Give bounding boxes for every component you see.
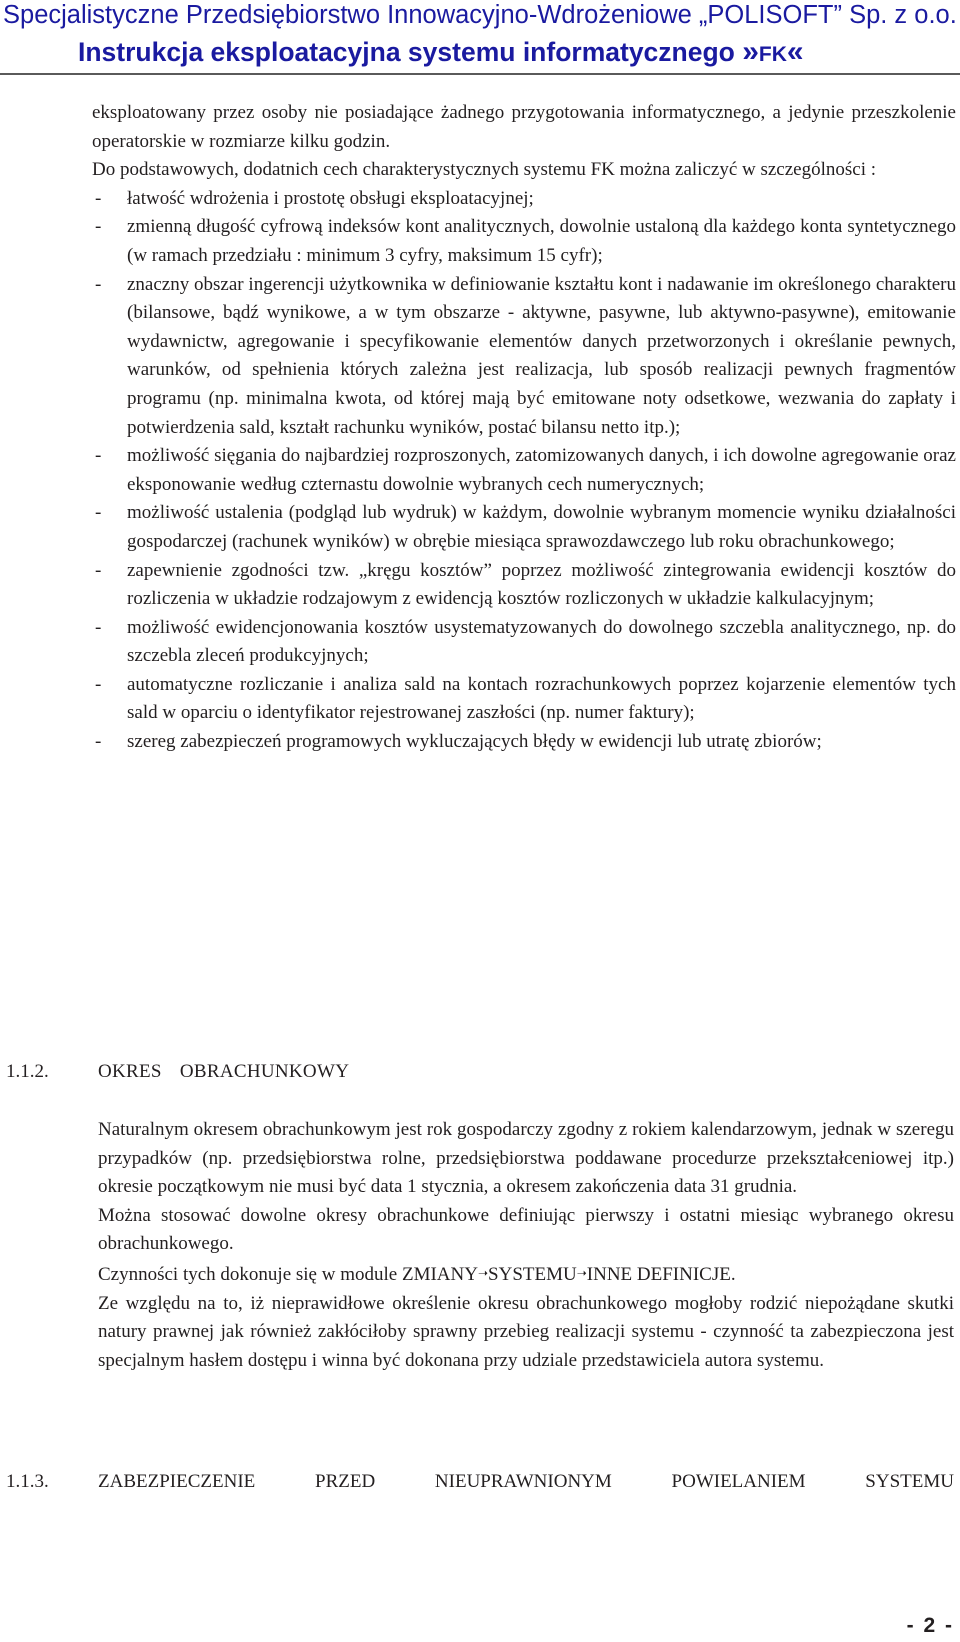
features-list (92, 185, 956, 757)
list-item (92, 728, 956, 757)
list-dash: - (95, 273, 102, 295)
intro-paragraph: eksploatowany przez osoby nie posiadające żadnego przygotowania informatycznego, a jedynie przeszkolenie operatorskie w rozmiarze kilku godzin. (92, 102, 956, 152)
arrow-right-icon: ➝ (477, 1265, 489, 1280)
list-item (92, 499, 956, 556)
section-number: 1.1.2. (6, 1061, 49, 1082)
body-paragraph: Można stosować dowolne okresy obrachunkowe definiując pierwszy i ostatni miesiąc wybranego okresu obrachunkowego. (98, 1204, 954, 1255)
list-dash: - (95, 502, 102, 524)
list-item (92, 614, 956, 671)
system-code: FK (758, 43, 787, 66)
section-title: ZABEZPIECZENIE PRZED NIEUPRAWNIONYM POWIELANIEM SYSTEMU (98, 1471, 954, 1492)
list-dash: - (95, 731, 102, 753)
list-dash: - (95, 559, 102, 581)
list-item (92, 442, 956, 499)
section-heading-1-1-3 (0, 1468, 960, 1498)
list-item (92, 671, 956, 728)
page-header (0, 0, 960, 76)
list-dash: - (95, 616, 102, 638)
menu-path-inne-definicje: INNE DEFINICJE. (586, 1263, 736, 1285)
list-item-text: możliwość ustalenia (podgląd lub wydruk) w każdym, dowolnie wybranym momencie wyniku działalności gospodarczej (rachunek wyników) w obrębie miesiąca sprawozdawczego lub roku obrachunkowego; (127, 502, 956, 552)
module-path-paragraph (98, 1259, 954, 1290)
document-title-main: Instrukcja eksploatacyjna systemu informatycznego (78, 37, 735, 67)
document-title (78, 36, 804, 71)
list-item-text: możliwość ewidencjonowania kosztów usystematyzowanych do dowolnego szczebla analitycznego, np. do szczebla zleceń produkcyjnych; (127, 616, 956, 667)
list-dash: - (95, 216, 102, 238)
menu-path-systemu: SYSTEMU (488, 1263, 577, 1285)
list-dash: - (95, 187, 102, 209)
list-item (92, 557, 956, 614)
list-item-text: szereg zabezpieczeń programowych wykluczających błędy w ewidencji lub utratę zbiorów; (127, 731, 822, 753)
list-item (92, 213, 956, 270)
arrow-right-icon: ➝ (576, 1265, 587, 1280)
menu-path-zmiany: ZMIANY (401, 1263, 478, 1285)
list-item-text: automatyczne rozliczanie i analiza sald na kontach rozrachunkowych poprzez kojarzenie elementów tych sald w oparciu o identyfikator rejestrowanej zaszłości (np. numer faktury); (127, 673, 956, 724)
guillemet-open: » (742, 35, 759, 68)
features-lead-paragraph: Do podstawowych, dodatnich cech charakterystycznych systemu FK można zaliczyć w szczególności : (92, 159, 877, 181)
list-item-text: zapewnienie zgodności tzw. „kręgu kosztów” poprzez możliwość zintegrowania ewidencji kosztów do rozliczenia w układzie rodzajowym z ewidencją kosztów rozliczonych w układzie kalkulacyjnym; (127, 559, 956, 610)
section-heading-1-1-2 (0, 1058, 960, 1088)
list-item (92, 271, 956, 443)
section-title: OKRES OBRACHUNKOWY (98, 1061, 350, 1082)
list-dash: - (95, 673, 102, 695)
header-divider (0, 73, 960, 75)
list-item (92, 185, 956, 214)
features-section (92, 99, 956, 757)
list-item-text: możliwość sięgania do najbardziej rozproszonych, zatomizowanych danych, i ich dowolne agregowanie oraz eksponowanie według czternastu dowolnie wybranych cech numerycznych; (127, 445, 956, 495)
page-number: - 2 - (906, 1614, 954, 1637)
list-item-text: zmienną długość cyfrową indeksów kont analitycznych, dowolnie ustaloną dla każdego konta syntetycznego (w ramach przedziału : minimum 3 cyfry, maksimum 15 cyfr); (127, 216, 956, 266)
list-dash: - (95, 445, 102, 467)
list-item-text: łatwość wdrożenia i prostotę obsługi eksploatacyjnej; (127, 187, 534, 209)
body-paragraph: Naturalnym okresem obrachunkowym jest rok gospodarczy zgodny z rokiem kalendarzowym, jednak w szeregu przypadków (np. przedsiębiorstwa rolne, przedsiębiorstwa poddawane procedurze przekształceniowej itp.) okresie początkowym nie musi być data 1 stycznia, a okresem zakończenia data 31 grudnia. (98, 1119, 954, 1198)
guillemet-close: « (786, 35, 804, 68)
company-name: Specjalistyczne Przedsiębiorstwo Innowacyjno-Wdrożeniowe „POLISOFT” Sp. z o.o. (3, 1, 957, 29)
body-paragraph: Ze względu na to, iż nieprawidłowe określenie okresu obrachunkowego mogłoby rodzić niepożądane skutki natury prawnej jak również zakłóciłoby sprawny przebieg realizacji systemu - czynność ta zabezpieczona jest specjalnym hasłem dostępu i winna być dokonana przy udziale przedstawiciela autora systemu. (98, 1292, 954, 1371)
section-number: 1.1.3. (6, 1471, 49, 1492)
module-path-intro: Czynności tych dokonuje się w module (98, 1263, 402, 1285)
list-item-text: znaczny obszar ingerencji użytkownika w definiowanie kształtu kont i nadawanie im określonego charakteru (bilansowe, bądź wynikowe, a w tym obszarze - aktywne, pasywne, lub aktywno-pasywne), emitowanie wydawnictw, agregowanie i specyfikowanie elementów danych przetworzonych i określanie pewnych, warunków, od spełnienia których zależna jest realizacja, lub sposób realizacji pewnych fragmentów programu (np. minimalna kwota, od której mają być emitowane noty odsetkowe, wezwania do zapłaty i potwierdzenia sald, kształt rachunku wyników, postać bilansu netto itp.); (127, 273, 956, 438)
section-body-1-1-2 (98, 1116, 954, 1375)
